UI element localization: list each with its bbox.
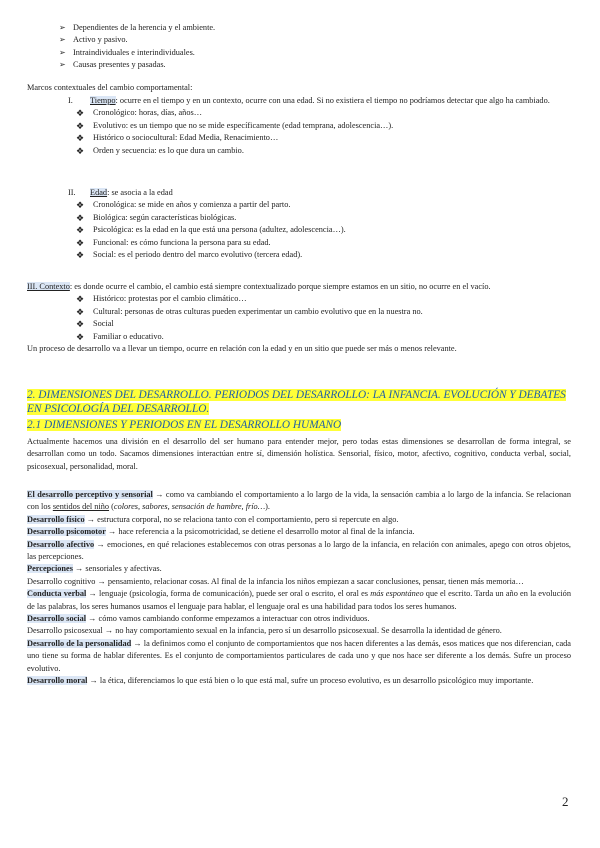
arrow-bullet-icon: ➢: [59, 60, 66, 70]
list-item: ❖ Biológica: según características biológicas.: [76, 212, 237, 223]
diamond-bullet-icon: ❖: [76, 120, 85, 131]
fisico-paragraph: Desarrollo físico → estructura corporal, no se relaciona tanto con el comportamiento, pero si repercute en algo.: [27, 514, 399, 524]
list-item: ❖ Psicológica: es la edad en la que está una persona (adultez, adolescencia…).: [76, 225, 346, 236]
list-item: ❖ Cronológica: se mide en años y comienza a partir del parto.: [76, 200, 291, 211]
list-item: ❖ Social: es el periodo dentro del marco evolutivo (tercera edad).: [76, 250, 303, 261]
moral-paragraph: Desarrollo moral → la ética, diferenciamos lo que está bien o lo que está mal, sufre un proceso evolutivo, es un desarrollo psicológico muy importante.: [27, 676, 534, 686]
diamond-bullet-icon: ❖: [76, 294, 85, 305]
list-item: ❖ Familiar o educativo.: [76, 331, 164, 342]
marcos-title: Marcos contextuales del cambio comportamental:: [27, 83, 193, 92]
section-heading: [27, 388, 571, 432]
diamond-bullet-icon: ❖: [76, 200, 85, 211]
list-item: ❖ Funcional: es cómo funciona la persona para su edad.: [76, 237, 271, 248]
diamond-bullet-icon: ❖: [76, 250, 85, 261]
diamond-bullet-icon: ❖: [76, 306, 85, 317]
psicosexual-paragraph: Desarrollo psicosexual → no hay comportamiento sexual en la infancia, pero sí un desarrollo psicosexual. Se desarrolla la identidad de género.: [27, 626, 502, 636]
contexto-label: III. Contexto: [27, 282, 70, 291]
edad-paragraph: II. Edad: se asocia a la edad: [68, 188, 173, 197]
diamond-bullet-icon: ❖: [76, 212, 85, 223]
arrow-bullet-icon: ➢: [59, 23, 66, 32]
list-item: ➢ Dependientes de la herencia y el ambiente.: [27, 22, 571, 34]
diamond-bullet-icon: ❖: [76, 225, 85, 236]
diamond-bullet-icon: ❖: [76, 145, 85, 156]
afectivo-paragraph: Desarrollo afectivo → emociones, en qué relaciones establecemos con otras personas a lo largo de la infancia, en relación con animales, apego con otros objetos, las percepciones.: [27, 539, 572, 562]
list-item: ➢ Activo y pasivo.: [27, 34, 571, 46]
social-paragraph: Desarrollo social → cómo vamos cambiando conforme empezamos a interactuar con otros individuos.: [27, 614, 370, 624]
section-contexto: [27, 281, 571, 355]
edad-label: Edad: [90, 188, 108, 197]
diamond-bullet-icon: ❖: [76, 108, 85, 119]
contexto-paragraph: III. Contexto: es donde ocurre el cambio, el cambio está siempre contextualizado porque siempre estamos en un sitio, no ocurre en el vacío.: [27, 282, 491, 291]
percepciones-paragraph: Percepciones → sensoriales y afectivas.: [27, 564, 162, 574]
list-item: ❖ Social: [76, 319, 114, 330]
arrow-bullet-icon: ➢: [59, 35, 66, 45]
list-item: ❖ Histórico o sociocultural: Edad Media, Renacimiento…: [76, 133, 279, 144]
psicomotor-paragraph: Desarrollo psicomotor → hace referencia a la psicomotricidad, se detiene el desarrollo motor al final de la infancia.: [27, 527, 415, 537]
verbal-paragraph: Conducta verbal → lenguaje (psicología, forma de comunicación), puede ser oral o escrito, el oral es más espontáneo que el escrito. Tarda un año en la evolución de las palabras, los seres humanos usamos el lenguaje para hablar, el lenguaje oral es una habilidad para todos los seres humanos.: [27, 589, 571, 611]
list-item: ❖ Orden y secuencia: es lo que dura un cambio.: [76, 145, 244, 156]
perceptivo-paragraph: El desarrollo perceptivo y sensorial → como va cambiando el comportamiento a lo largo de la vida, la sensación cambia a lo largo de la infancia. Se relacionan con los sentidos del niño (colores, sabores, sensación de hambre, frío…).: [27, 490, 571, 512]
diamond-bullet-icon: ❖: [76, 331, 85, 342]
list-item: ➢ Causas presentes y pasadas.: [27, 59, 571, 71]
cognitivo-paragraph: Desarrollo cognitivo → pensamiento, relacionar cosas. Al final de la infancia los niños empiezan a sacar conclusiones, pensar, tienen más memoria…: [27, 576, 524, 586]
diamond-bullet-icon: ❖: [76, 319, 85, 330]
intro-list: [27, 22, 571, 72]
list-item: ➢ Intraindividuales e interindividuales.: [27, 47, 571, 59]
heading-sub: 2.1 DIMENSIONES Y PERIODOS EN EL DESARROLLO HUMANO: [27, 419, 342, 431]
heading-main: 2. DIMENSIONES DEL DESARROLLO. PERIODOS DEL DESARROLLO: LA INFANCIA. EVOLUCIÓN Y DEBATES EN PSICOLOGÍA DEL DESARROLLO.: [27, 389, 566, 415]
contexto-closing: Un proceso de desarrollo va a llevar un tiempo, ocurre en relación con la edad y en un sitio que puede ser más o menos relevante.: [27, 344, 457, 354]
section-edad: [27, 187, 571, 261]
list-item: ❖ Cronológico: horas, días, años…: [76, 108, 202, 119]
diamond-bullet-icon: ❖: [76, 237, 85, 248]
perceptivo-label: El desarrollo perceptivo y sensorial: [27, 490, 153, 499]
list-item: ❖ Cultural: personas de otras culturas pueden experimentar un cambio evolutivo que en la nuestra no.: [76, 306, 423, 317]
list-item: ❖ Histórico: protestas por el cambio climático…: [76, 294, 247, 305]
tiempo-paragraph: I. Tiempo: ocurre en el tiempo y en un contexto, ocurre con una edad. Si no existiera el tiempo no podríamos detectar que algo ha cambiado.: [68, 96, 550, 105]
dimensions-list: [27, 489, 571, 688]
section-tiempo: [27, 95, 571, 157]
diamond-bullet-icon: ❖: [76, 133, 85, 144]
intro-paragraph: Actualmente hacemos una división en el desarrollo del ser humano para entender mejor, pero todas estas dimensiones se desarrollan de forma integral, se desarrollan como un todo. Sacamos dimensiones interactúan entre sí, dimensión holística. Sensorial, físico, motor, afectivo, cognitivo, conducta verbal, social, psicosexual, personalidad, moral.: [27, 437, 571, 471]
personalidad-paragraph: Desarrollo de la personalidad → la definimos como el conjunto de comportamientos que nos hacen diferentes a las demás, esos matices que nos diferencian, cada uno tiene su forma de hablar diferentes. Es el conjunto de comportamientos particulares de cada uno y que nos hace ser diferente a los demás. Sufre un proceso evolutivo.: [27, 638, 571, 673]
arrow-bullet-icon: ➢: [59, 47, 66, 57]
page-number: 2: [562, 794, 569, 809]
tiempo-label: Tiempo: [90, 96, 116, 105]
list-item: ❖ Evolutivo: es un tiempo que no se mide específicamente (edad temprana, adolescencia…).: [76, 120, 394, 131]
